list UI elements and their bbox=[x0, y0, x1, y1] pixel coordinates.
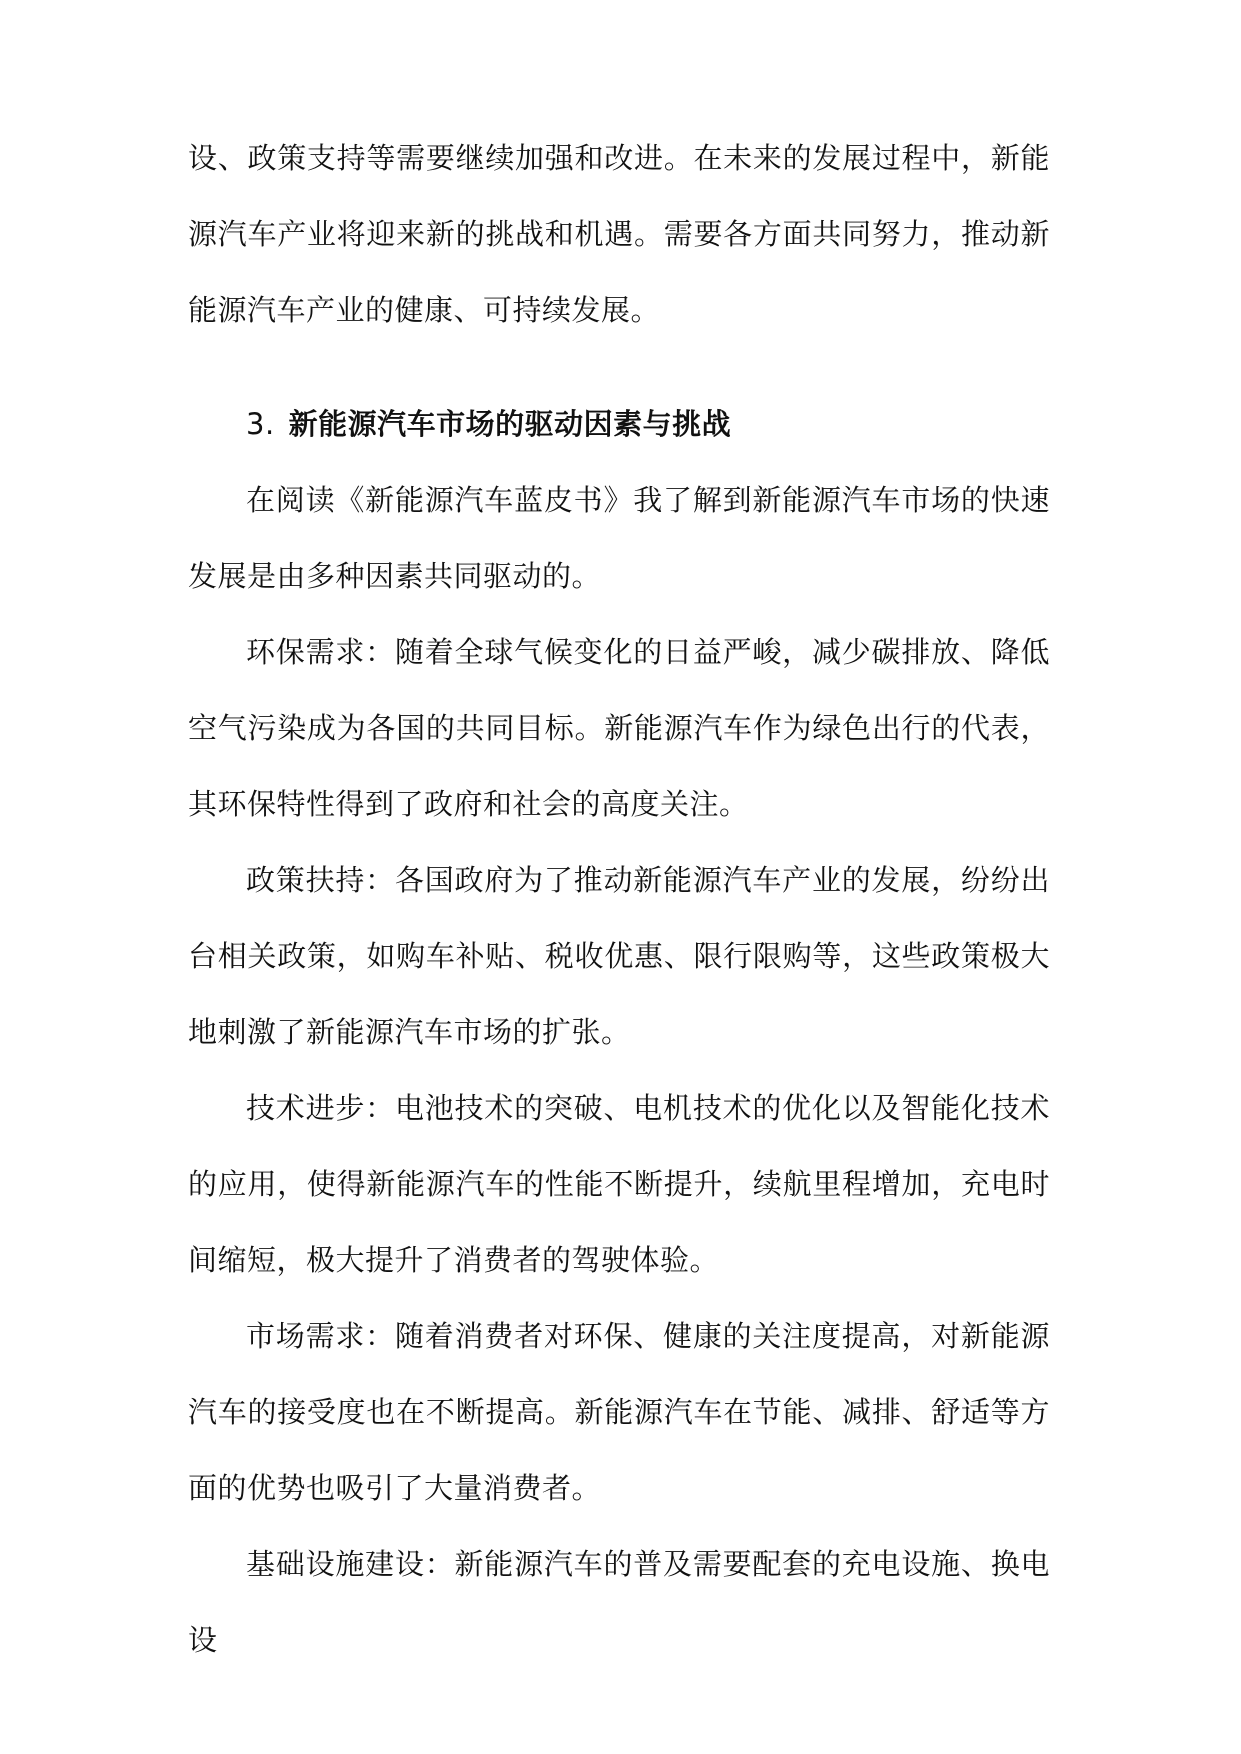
paragraph-policy: 政策扶持：各国政府为了推动新能源汽车产业的发展，纷纷出台相关政策，如购车补贴、税收优惠、限行限购等，这些政策极大地刺激了新能源汽车市场的扩张。 bbox=[188, 863, 1050, 1049]
paragraph-market-demand: 市场需求：随着消费者对环保、健康的关注度提高，对新能源汽车的接受度也在不断提高。新能源汽车在节能、减排、舒适等方面的优势也吸引了大量消费者。 bbox=[188, 1319, 1050, 1505]
section-heading bbox=[188, 386, 1050, 462]
paragraph-infrastructure: 基础设施建设：新能源汽车的普及需要配套的充电设施、换电设 bbox=[188, 1547, 1050, 1657]
paragraph-environment: 环保需求：随着全球气候变化的日益严峻，减少碳排放、降低空气污染成为各国的共同目标。新能源汽车作为绿色出行的代表，其环保特性得到了政府和社会的高度关注。 bbox=[188, 635, 1050, 821]
paragraph-intro: 在阅读《新能源汽车蓝皮书》我了解到新能源汽车市场的快速发展是由多种因素共同驱动的。 bbox=[188, 483, 1050, 593]
continued-paragraph: 设、政策支持等需要继续加强和改进。在未来的发展过程中，新能源汽车产业将迎来新的挑战和机遇。需要各方面共同努力，推动新能源汽车产业的健康、可持续发展。 bbox=[188, 141, 1050, 327]
paragraph-technology: 技术进步：电池技术的突破、电机技术的优化以及智能化技术的应用，使得新能源汽车的性能不断提升，续航里程增加，充电时间缩短，极大提升了消费者的驾驶体验。 bbox=[188, 1091, 1050, 1277]
document-body bbox=[188, 120, 1050, 1678]
section-number: 3. bbox=[246, 407, 275, 441]
section-title: 新能源汽车市场的驱动因素与挑战 bbox=[288, 407, 732, 441]
